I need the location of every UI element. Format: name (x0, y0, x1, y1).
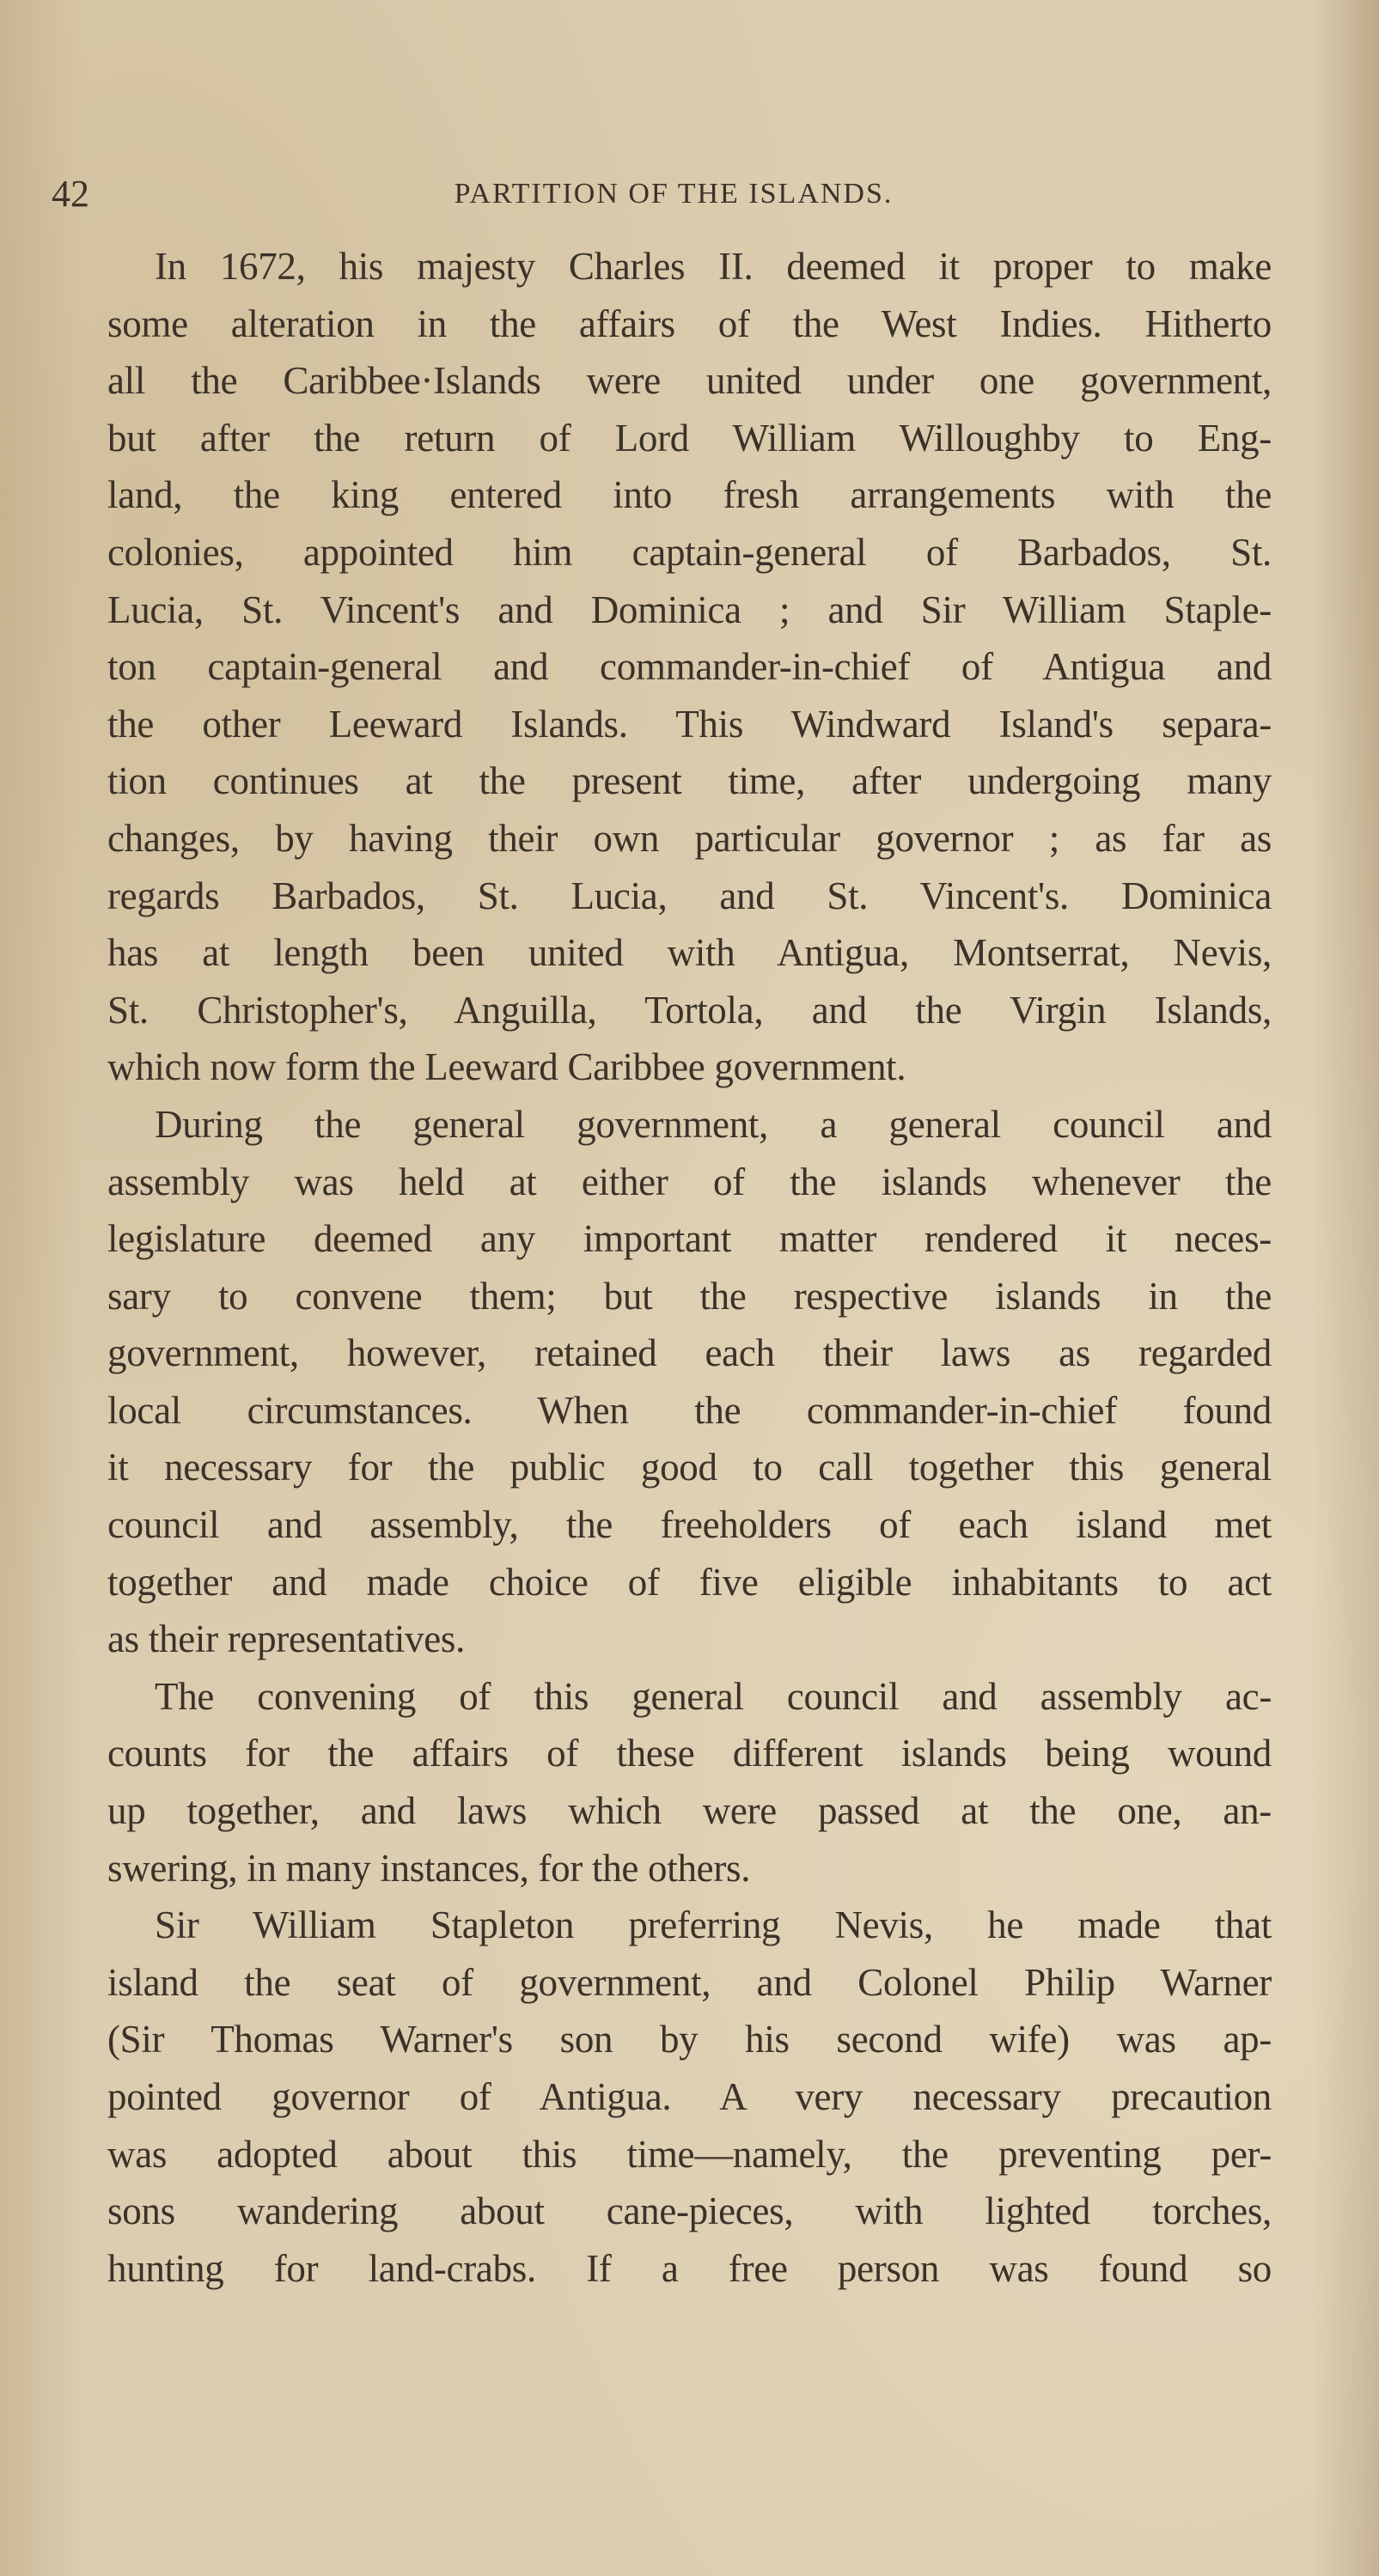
text-line: During the general government, a general council and (155, 1102, 1272, 1146)
text-line: regards Barbados, St. Lucia, and St. Vincent's. Dominica (107, 874, 1272, 917)
text-line: sary to convene them; but the respective islands in the (107, 1274, 1272, 1318)
text-line: St. Christopher's, Anguilla, Tortola, and the Virgin Islands, (107, 988, 1272, 1032)
paragraph (107, 238, 1272, 1096)
text-line: together and made choice of five eligible inhabitants to act (107, 1560, 1272, 1604)
text-line: council and assembly, the freeholders of each island met (107, 1503, 1272, 1547)
text-line: colonies, appointed him captain-general of Barbados, St. (107, 530, 1272, 574)
text-line: pointed governor of Antigua. A very necessary precaution (107, 2075, 1272, 2118)
text-line: Lucia, St. Vincent's and Dominica ; and Sir William Staple- (107, 588, 1272, 631)
text-line: local circumstances. When the commander-in-chief found (107, 1388, 1272, 1432)
text-line: tion continues at the present time, after undergoing many (107, 759, 1272, 803)
text-line: The convening of this general council and assembly ac- (155, 1674, 1272, 1718)
paragraph (107, 1668, 1272, 1897)
text-line: has at length been united with Antigua, Montserrat, Nevis, (107, 931, 1272, 975)
text-line: government, however, retained each their laws as regarded (107, 1331, 1272, 1375)
text-line: all the Caribbee·Islands were united under one government, (107, 359, 1272, 403)
text-line: but after the return of Lord William Willoughby to Eng- (107, 416, 1272, 460)
text-line: swering, in many instances, for the others. (107, 1846, 751, 1890)
text-line: (Sir Thomas Warner's son by his second wife) was ap- (107, 2018, 1272, 2061)
text-line: sons wandering about cane-pieces, with lighted torches, (107, 2189, 1272, 2233)
text-line: some alteration in the affairs of the West Indies. Hitherto (107, 301, 1272, 345)
text-line: legislature deemed any important matter rendered it neces- (107, 1217, 1272, 1261)
text-line: hunting for land-crabs. If a free person was found so (107, 2246, 1272, 2290)
page-number: 42 (52, 173, 89, 215)
text-line: it necessary for the public good to call together this general (107, 1446, 1272, 1489)
text-line: was adopted about this time—namely, the preventing per- (107, 2132, 1272, 2176)
text-line: ton captain-general and commander-in-chief of Antigua and (107, 645, 1272, 689)
text-line: the other Leeward Islands. This Windward Island's separa- (107, 702, 1272, 746)
text-line: changes, by having their own particular governor ; as far as (107, 816, 1272, 860)
paragraph (107, 1096, 1272, 1668)
paragraph (107, 1897, 1272, 2297)
running-head (0, 168, 1379, 220)
text-line: up together, and laws which were passed at the one, an- (107, 1789, 1272, 1833)
running-head-title: PARTITION OF THE ISLANDS. (454, 178, 894, 210)
text-line: In 1672, his majesty Charles II. deemed it proper to make (155, 245, 1272, 288)
text-line: Sir William Stapleton preferring Nevis, he made that (155, 1903, 1272, 1947)
text-line: as their representatives. (107, 1617, 466, 1661)
body-text (107, 238, 1272, 2297)
text-line: island the seat of government, and Colonel Philip Warner (107, 1960, 1272, 2004)
text-line: land, the king entered into fresh arrangements with the (107, 473, 1272, 517)
text-line: assembly was held at either of the islands whenever the (107, 1160, 1272, 1203)
text-line: which now form the Leeward Caribbee government. (107, 1045, 906, 1089)
text-line: counts for the affairs of these different islands being wound (107, 1732, 1272, 1775)
